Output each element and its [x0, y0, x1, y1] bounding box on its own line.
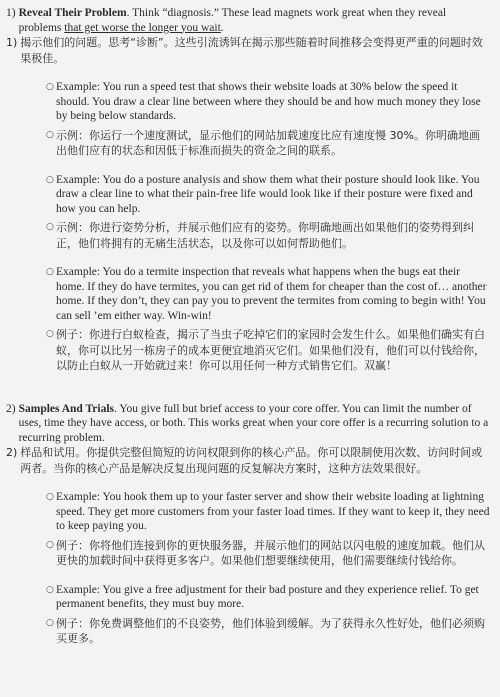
section-number: 2) — [6, 446, 18, 459]
circle-bullet-icon: ○ — [46, 174, 54, 185]
example-english: Example: You do a posture analysis and show them what their posture should look like. You draw a clear line to what their pain-free life would look like if their posture were fixed and how you can help. — [56, 173, 480, 215]
example-2-2-zh — [46, 616, 490, 647]
section-number: 2) — [6, 402, 16, 415]
circle-bullet-icon: ○ — [46, 129, 54, 140]
example-2-1-zh — [46, 538, 490, 569]
example-chinese: 例子：你进行白蚁检查，揭示了当虫子吃掉它们的家园时会发生什么。如果他们确实有白蚁，你可以比另一栋房子的成本更便宜地消灭它们。如果他们没有，他们可以付钱给你，以防止白蚁从一开始就过来！你可以用任何一种方式销售它们。双赢！ — [56, 328, 485, 372]
section-title: Samples And Trials — [18, 402, 115, 415]
section-title: Reveal Their Problem — [18, 7, 127, 19]
example-chinese: 例子：你免费调整他们的不良姿势，他们体验到缓解。为了获得永久性好处，他们必须购买更多。 — [56, 616, 485, 645]
example-english: Example: You run a speed test that shows their website loads at 30% below the speed it should. You draw a clear line between where they should be and how much money they lose by being below standards. — [56, 81, 481, 122]
example-chinese: 示例：你进行姿势分析，并展示他们应有的姿势。你明确地画出如果他们的姿势得到纠正，他们将拥有的无痛生活状态，以及你可以如何帮助他们。 — [56, 221, 474, 250]
example-1-2-zh — [46, 220, 490, 251]
circle-bullet-icon: ○ — [46, 267, 54, 277]
section-number: 1) — [6, 7, 16, 19]
circle-bullet-icon: ○ — [46, 617, 54, 628]
example-1-1-zh — [46, 128, 490, 159]
circle-bullet-icon: ○ — [46, 82, 54, 92]
example-english: Example: You give a free adjustment for their bad posture and they experience relief. To get permanent benefits, they must buy more. — [56, 583, 479, 610]
circle-bullet-icon: ○ — [46, 222, 54, 232]
example-english: Example: You do a termite inspection that reveals what happens when the bugs eat their home. If they do have termites, you can get rid of them for cheaper than the cost of… another home. If they don’t, they can pay you to prevent the termites from coming to begin with! You can sell ’em either way. Win-win! — [56, 266, 487, 322]
example-2-2 — [46, 583, 490, 612]
underlined-phrase: that get worse the longer you wait — [64, 21, 221, 34]
example-1-1 — [46, 80, 490, 124]
circle-bullet-icon: ○ — [46, 329, 54, 339]
example-1-3-zh — [46, 327, 490, 374]
section-text: Samples And Trials. You give full but brief access to your core offer. You can limit the number of uses, time they have access, or both. This works great when your core offer is a recurring solution to a recurring problem. — [18, 402, 489, 444]
section-number: 1) — [6, 36, 18, 49]
section-text: 样品和试用。你提供完整但简短的访问权限到你的核心产品。你可以限制使用次数、访问时间或两者。当你的核心产品是解决反复出现问题的反复解决方案时，这种方法效果很好。 — [20, 446, 483, 475]
example-2-1 — [46, 490, 490, 534]
example-chinese: 例子：你将他们连接到你的更快服务器，并展示他们的网站以闪电般的速度加载。他们从更快的加载时间中获得更多客户。如果他们想要继续使用，他们需要继续付钱给你。 — [56, 538, 485, 567]
section-1-chinese — [6, 35, 490, 66]
section-text: 揭示他们的问题。思考“诊断”。这些引流诱铒在揭示那些随着时间推移会变得更严重的问题时效果极佳。 — [20, 36, 483, 65]
example-1-2 — [46, 173, 490, 217]
section-text: Reveal Their Problem. Think “diagnosis.” These lead magnets work great when they reveal problems that get worse the longer you wait. — [18, 7, 447, 34]
section-1-english — [6, 6, 490, 35]
section-2-english — [6, 402, 490, 446]
example-chinese: 示例：你运行一个速度测试，显示他们的网站加载速度比应有速度慢 30%。你明确地画出他们应有的状态和因低于标准而损失的资金之间的联系。 — [56, 128, 480, 157]
example-1-3 — [46, 265, 490, 323]
circle-bullet-icon: ○ — [46, 492, 54, 502]
section-2-chinese — [6, 445, 490, 476]
circle-bullet-icon: ○ — [46, 584, 54, 595]
circle-bullet-icon: ○ — [46, 539, 54, 550]
example-english: Example: You hook them up to your faster server and show their website loading at lightning speed. They get more customers from your faster load times. If they want to keep it, they need to keep paying you. — [56, 491, 490, 532]
